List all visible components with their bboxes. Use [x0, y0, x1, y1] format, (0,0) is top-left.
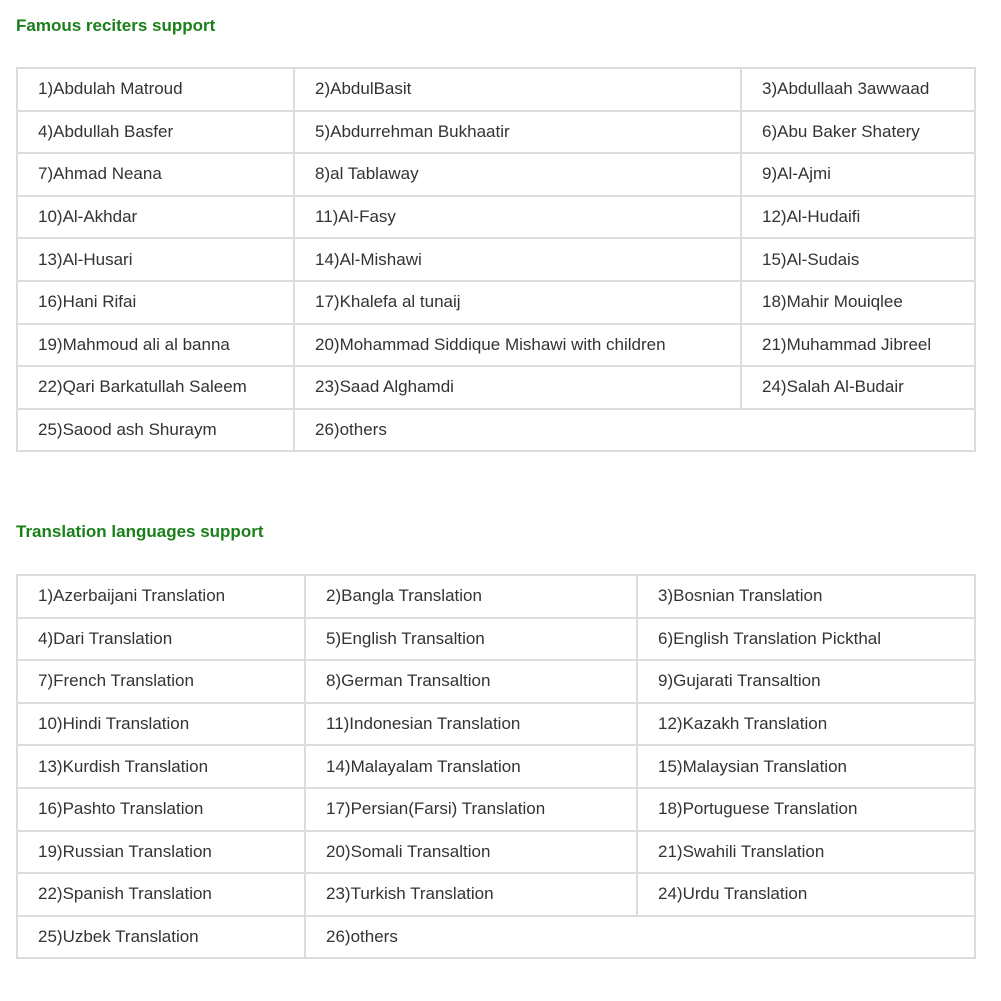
reciter-cell: 4)Abdullah Basfer: [17, 111, 294, 154]
translation-cell: 12)Kazakh Translation: [637, 703, 975, 746]
translation-cell: 19)Russian Translation: [17, 831, 305, 874]
reciters-section-title: Famous reciters support: [16, 16, 216, 35]
reciter-cell: 13)Al-Husari: [17, 238, 294, 281]
table-row: [17, 916, 975, 959]
reciter-cell: 14)Al-Mishawi: [294, 238, 741, 281]
reciters-table: [16, 67, 976, 452]
reciter-cell: 2)AbdulBasit: [294, 68, 741, 111]
translation-cell: 5)English Transaltion: [305, 618, 637, 661]
translation-cell: 2)Bangla Translation: [305, 575, 637, 618]
translation-cell: 16)Pashto Translation: [17, 788, 305, 831]
translation-cell: 10)Hindi Translation: [17, 703, 305, 746]
table-row: [17, 409, 975, 452]
translation-cell: 11)Indonesian Translation: [305, 703, 637, 746]
translation-cell: 25)Uzbek Translation: [17, 916, 305, 959]
table-row: [17, 68, 975, 111]
table-row: [17, 703, 975, 746]
reciter-cell: 23)Saad Alghamdi: [294, 366, 741, 409]
translation-cell: 23)Turkish Translation: [305, 873, 637, 916]
translation-cell: 26)others: [305, 916, 975, 959]
translation-cell: 13)Kurdish Translation: [17, 745, 305, 788]
translation-cell: 17)Persian(Farsi) Translation: [305, 788, 637, 831]
reciter-cell: 9)Al-Ajmi: [741, 153, 975, 196]
translation-cell: 18)Portuguese Translation: [637, 788, 975, 831]
translation-cell: 22)Spanish Translation: [17, 873, 305, 916]
table-row: [17, 153, 975, 196]
table-row: [17, 196, 975, 239]
translation-cell: 15)Malaysian Translation: [637, 745, 975, 788]
table-row: [17, 111, 975, 154]
table-row: [17, 873, 975, 916]
translations-table: [16, 574, 976, 959]
table-row: [17, 788, 975, 831]
reciter-cell: 16)Hani Rifai: [17, 281, 294, 324]
table-row: [17, 745, 975, 788]
translation-cell: 9)Gujarati Transaltion: [637, 660, 975, 703]
reciter-cell: 17)Khalefa al tunaij: [294, 281, 741, 324]
table-row: [17, 831, 975, 874]
reciter-cell: 8)al Tablaway: [294, 153, 741, 196]
translation-cell: 6)English Translation Pickthal: [637, 618, 975, 661]
reciter-cell: 20)Mohammad Siddique Mishawi with children: [294, 324, 741, 367]
table-row: [17, 575, 975, 618]
reciter-cell: 10)Al-Akhdar: [17, 196, 294, 239]
reciter-cell: 19)Mahmoud ali al banna: [17, 324, 294, 367]
reciter-cell: 22)Qari Barkatullah Saleem: [17, 366, 294, 409]
reciter-cell: 3)Abdullaah 3awwaad: [741, 68, 975, 111]
translation-cell: 7)French Translation: [17, 660, 305, 703]
reciter-cell: 7)Ahmad Neana: [17, 153, 294, 196]
translation-cell: 8)German Transaltion: [305, 660, 637, 703]
reciter-cell: 15)Al-Sudais: [741, 238, 975, 281]
reciter-cell: 12)Al-Hudaifi: [741, 196, 975, 239]
translation-cell: 1)Azerbaijani Translation: [17, 575, 305, 618]
translation-cell: 24)Urdu Translation: [637, 873, 975, 916]
translation-cell: 21)Swahili Translation: [637, 831, 975, 874]
table-row: [17, 660, 975, 703]
reciter-cell: 26)others: [294, 409, 975, 452]
table-row: [17, 324, 975, 367]
reciter-cell: 5)Abdurrehman Bukhaatir: [294, 111, 741, 154]
reciter-cell: 11)Al-Fasy: [294, 196, 741, 239]
reciter-cell: 24)Salah Al-Budair: [741, 366, 975, 409]
reciter-cell: 18)Mahir Mouiqlee: [741, 281, 975, 324]
reciter-cell: 21)Muhammad Jibreel: [741, 324, 975, 367]
reciter-cell: 25)Saood ash Shuraym: [17, 409, 294, 452]
translations-section-title: Translation languages support: [16, 522, 264, 541]
translation-cell: 3)Bosnian Translation: [637, 575, 975, 618]
translation-cell: 14)Malayalam Translation: [305, 745, 637, 788]
table-row: [17, 366, 975, 409]
reciter-cell: 6)Abu Baker Shatery: [741, 111, 975, 154]
table-row: [17, 618, 975, 661]
table-row: [17, 281, 975, 324]
translation-cell: 20)Somali Transaltion: [305, 831, 637, 874]
translation-cell: 4)Dari Translation: [17, 618, 305, 661]
reciter-cell: 1)Abdulah Matroud: [17, 68, 294, 111]
table-row: [17, 238, 975, 281]
